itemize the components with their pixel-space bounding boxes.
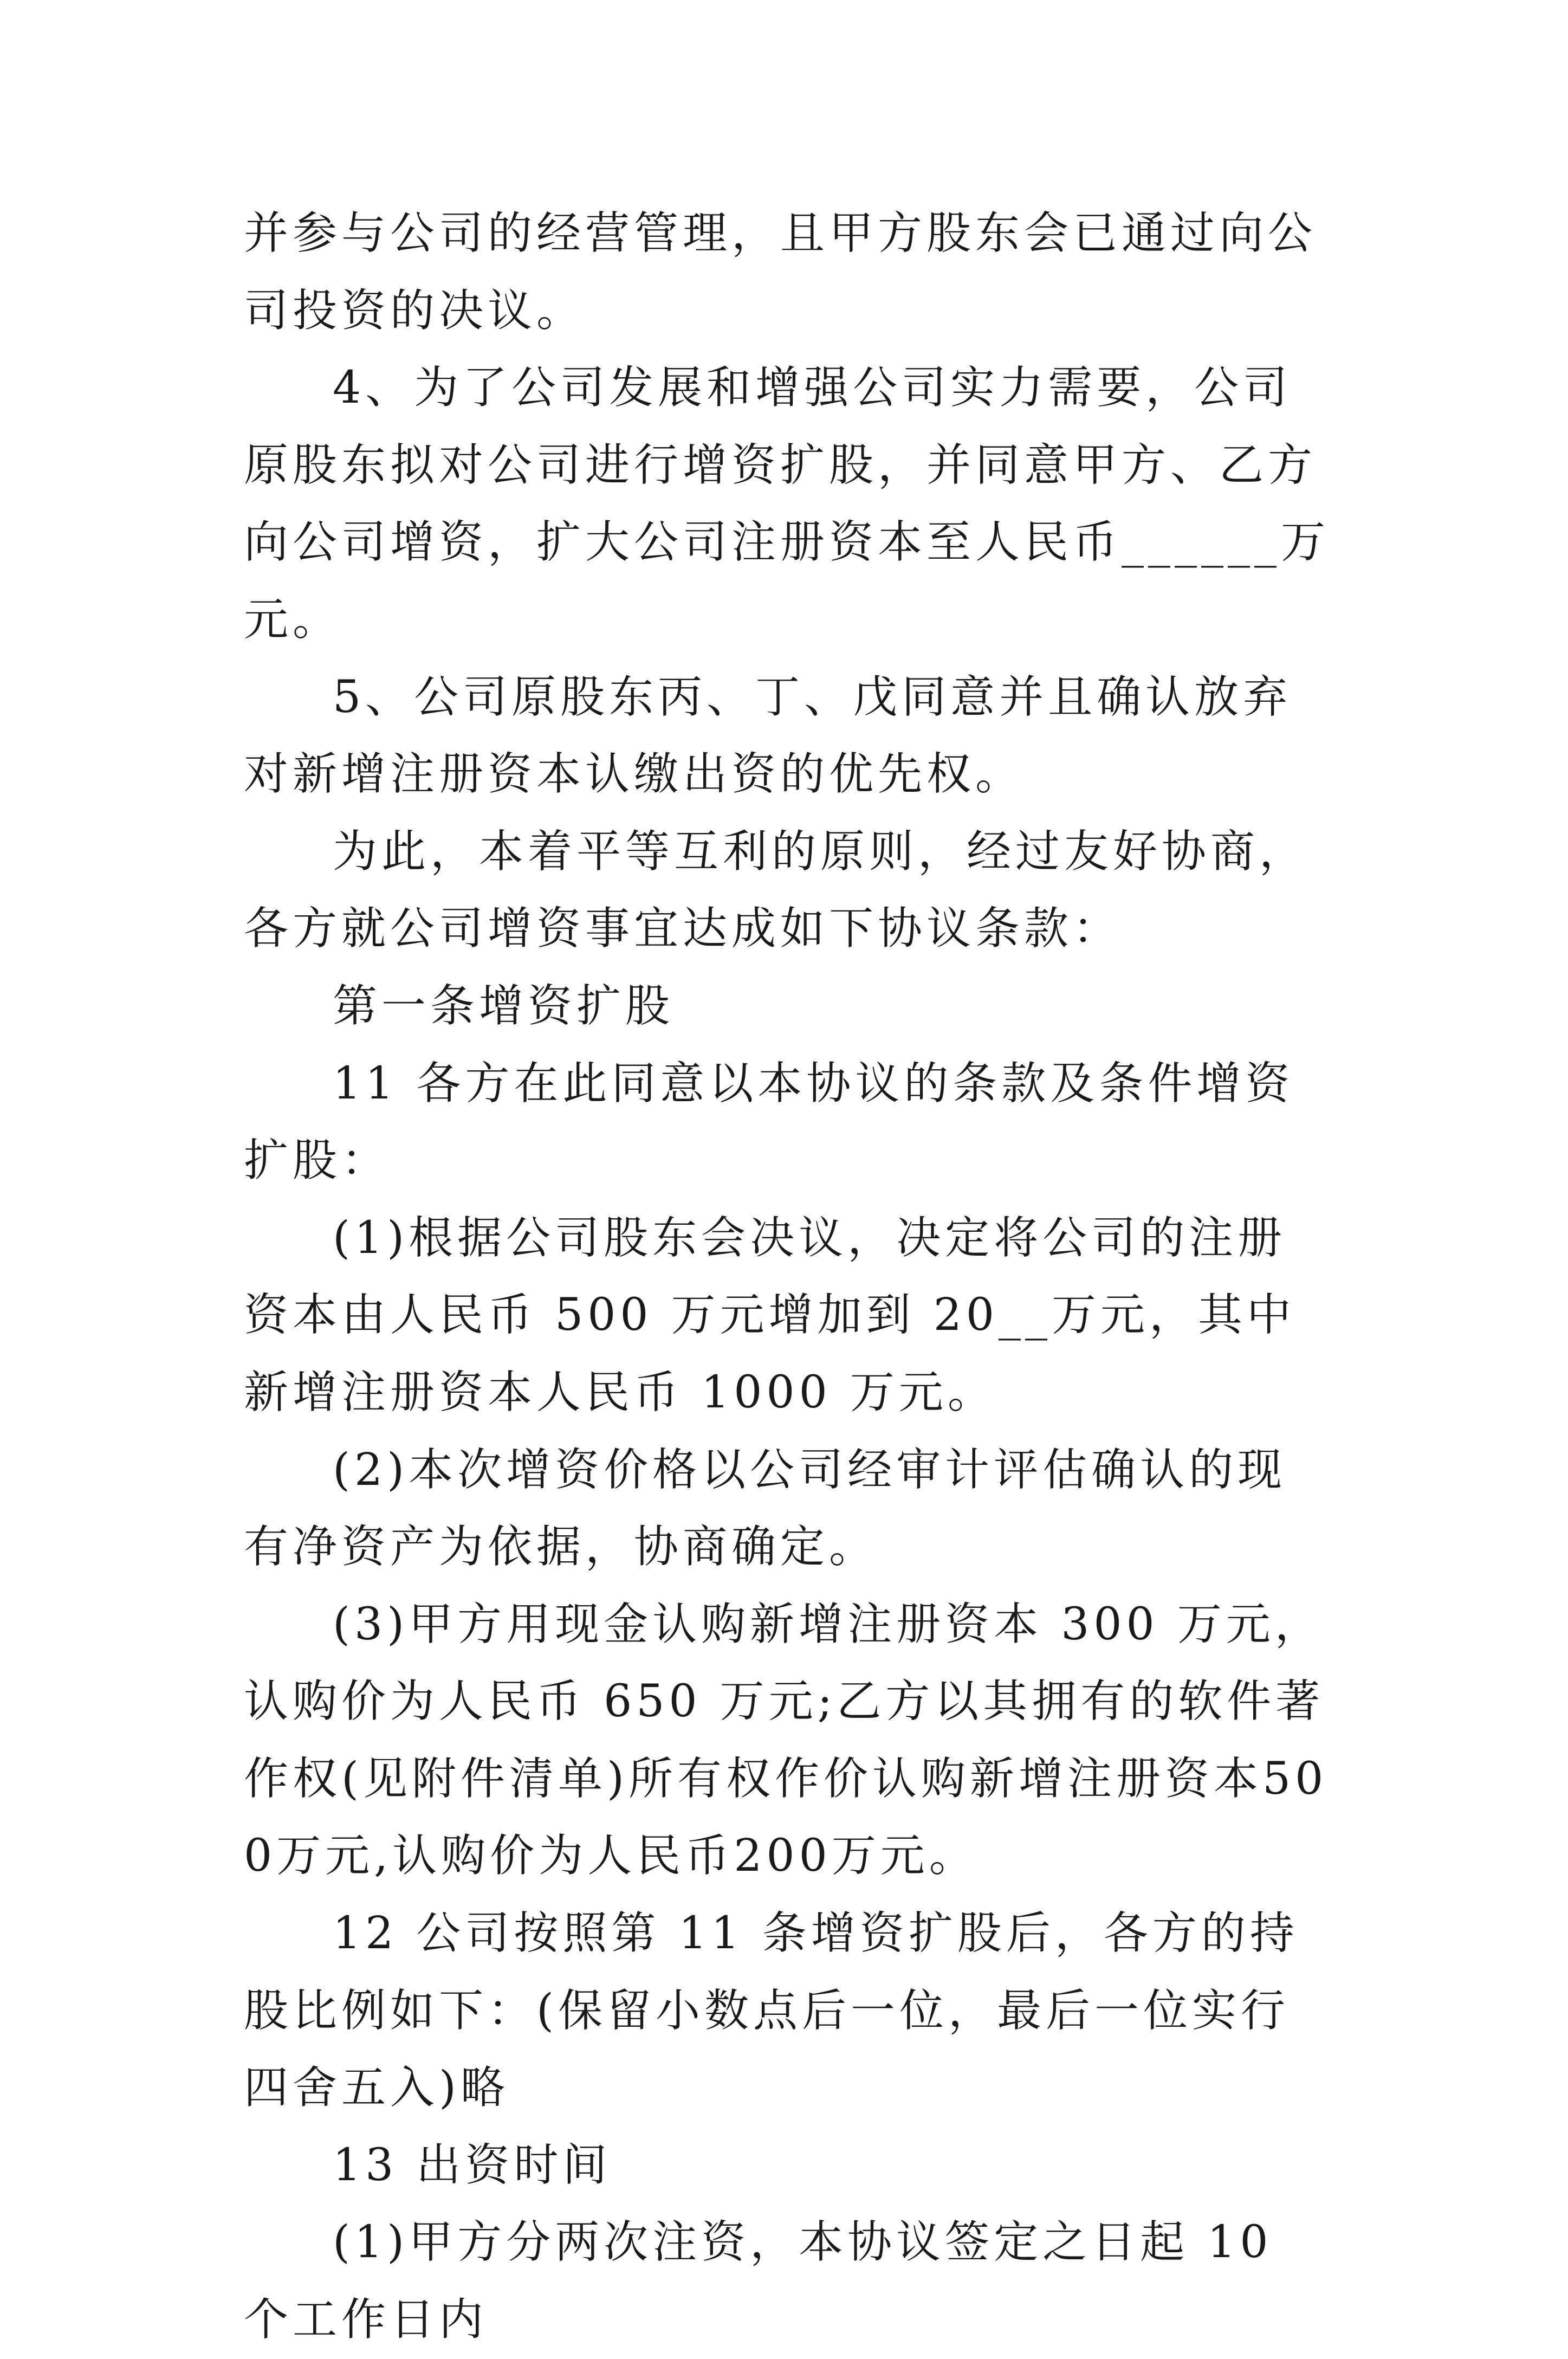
clause-11-sub-3: (3)甲方用现金认购新增注册资本 300 万元，认购价为人民币 650 万元;乙方以其拥有的软件著作权(见附件清单)所有权作价认购新增注册资本500万元,认购价为人民币200万元。 xyxy=(244,1598,1328,1882)
paragraph-therefore: 为此，本着平等互利的原则，经过友好协商，各方就公司增资事宜达成如下协议条款： xyxy=(244,825,1308,955)
paragraph-continued: 并参与公司的经营管理，且甲方股东会已通过向公司投资的决议。 xyxy=(244,208,1317,337)
clause-13-sub-1: (1)甲方分两次注资，本协议签定之日起 10 个工作日内 xyxy=(244,2216,1273,2346)
clause-11-sub-1: (1)根据公司股东会决议，决定将公司的注册资本由人民币 500 万元增加到 20__万元，其中新增注册资本人民币 1000 万元。 xyxy=(244,1212,1296,1418)
clause-11: 11 各方在此同意以本协议的条款及条件增资扩股： xyxy=(244,1057,1294,1187)
paragraph-item-5: 5、公司原股东丙、丁、戊同意并且确认放弃对新增注册资本认缴出资的优先权。 xyxy=(244,671,1292,800)
paragraph-item-4: 4、为了公司发展和增强公司实力需要，公司原股东拟对公司进行增资扩股，并同意甲方、乙方向公司增资，扩大公司注册资本至人民币______万元。 xyxy=(244,362,1330,645)
clause-11-sub-2: (2)本次增资价格以公司经审计评估确认的现有净资产为依据，协商确定。 xyxy=(244,1444,1287,1573)
clause-13-heading: 13 出资时间 xyxy=(333,2139,612,2191)
document-body xyxy=(244,195,1333,2359)
clause-12: 12 公司按照第 11 条增资扩股后，各方的持股比例如下：(保留小数点后一位，最后一位实行四舍五入)略 xyxy=(244,1908,1299,2114)
article-1-heading: 第一条增资扩股 xyxy=(333,980,675,1032)
